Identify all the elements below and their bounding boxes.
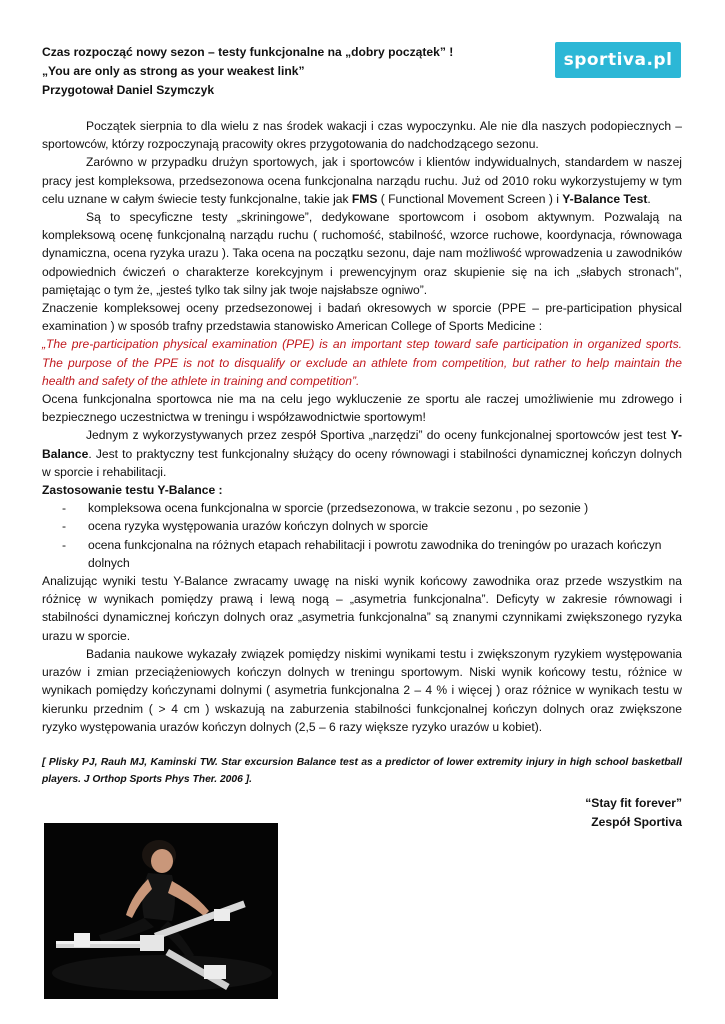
article-author: Przygotował Daniel Szymczyk [42,83,215,97]
acsm-quote: „The pre-participation physical examination (PPE) is an important step toward safe participation in organized sports. The purpose of the PPE is not to disqualify or exclude an athlete from competition, but rather to help maintain the health and safety of the athlete in training and competition”. [42,337,682,388]
motto: “Stay fit forever” [585,795,682,810]
list-item [42,536,682,572]
list-item [42,499,682,517]
list-item-text: kompleksowa ocena funkcjonalna w sporcie (przedsezonowa, w trakcie sezonu , po sezonie ) [88,501,589,516]
paragraph-ppe: Znaczenie kompleksowej oceny przedsezonowej i badań okresowych w sporcie (PPE – pre-participation physical examination ) w sposób trafny przedstawia stanowisko American College of Sports Medicine : [42,301,682,334]
reference: [ Plisky PJ, Rauh MJ, Kaminski TW. Star excursion Balance test as a predictor of lower extremity injury in high school basketball players. J Orthop Sports Phys Ther. 2006 ]. [42,756,682,785]
fms-label: FMS [351,191,378,206]
article-title: Czas rozpocząć nowy sezon – testy funkcjonalne na „dobry początek” ! [42,45,454,59]
paragraph-analysis: Analizując wyniki testu Y-Balance zwracamy uwagę na niski wynik końcowy zawodnika oraz przede wszystkim na różnicę w wynikach pomiędzy prawą i lewą nogą – „asymetria funkcjonalna”. Deficyty w zakresie równowagi i stabilności dynamicznej kończyn dolnych oraz „asymetria funkcjonalna” są znanymi czynnikami zwiększonego ryzyka urazu w sporcie. [42,574,682,643]
paragraph-standard-text: Zarówno w przypadku drużyn sportowych, jak i sportowców i klientów indywidualnych, standardem w naszej pracy jest kompleksowa, przedsezonowa ocena funkcjonalna narządu ruchu. Już od 2010 roku wykorzystujemy w tym celu uznane w całym świecie testy funkcjonalne, takie jak [42,155,682,206]
paragraph-standard [42,153,682,208]
section-title: Zastosowanie testu Y-Balance : [42,483,223,498]
article [42,43,682,832]
athlete-icon [44,823,278,999]
ybalance-label: Y-Balance [42,428,682,461]
paragraph-ybalance-text: Jednym z wykorzystywanych przez zespół Sportiva „narzędzi” do oceny funkcjonalnej sportowców jest test [86,428,671,443]
paragraph-standard-end: . [647,191,651,206]
list-item-text: ocena funkcjonalna na różnych etapach rehabilitacji i powrotu zawodnika do treningów po urazach kończyn dolnych [88,537,662,570]
paragraph-standard-text-2: ( Functional Movement Screen ) i [377,191,563,206]
list-marker: - [62,501,67,516]
list-item-text: ocena ryzyka występowania urazów kończyn dolnych w sporcie [88,519,429,534]
list-item [42,517,682,535]
logo-text: sportiva.pl [563,50,673,70]
list-marker: - [62,537,67,552]
paragraph-screening: Są to specyficzne testy „skriningowe”, dedykowane sportowcom i osobom aktywnym. Pozwalają na kompleksową ocenę funkcjonalną narządu ruchu ( ruchomość, stabilność, wzorce ruchowe, koordynacja, równowaga dynamiczna, ocena ryzyka urazu ). Taka ocena na początku sezonu, daje nam możliwość wprowadzenia u zawodników odpowiednich ćwiczeń o charakterze korekcyjnym i prewencyjnym oraz skupienie się na ich „słabych stronach”, pamiętając o tym że, „jesteś tylko tak silny jak twoje najsłabsze ogniwo”. [42,210,682,297]
y-balance-photo [44,823,278,999]
paragraph-ybalance-text-2: . Jest to praktyczny test funkcjonalny służący do oceny równowagi i stabilności dynamicznej kończyn dolnych w sporcie i rehabilitacji. [42,446,682,479]
team-name: Zespół Sportiva [591,814,682,829]
paragraph-intro: Początek sierpnia to dla wielu z nas środek wakacji i czas wypoczynku. Ale nie dla naszych podopiecznych – sportowców, którzy rozpoczynają pracowity okres przygotowania do nadchodzącego sezonu. [42,119,682,152]
paragraph-ybalance [42,426,682,481]
ybalance-test-label: Y-Balance Test [562,191,648,206]
application-list [42,499,682,572]
paragraph-assessment: Ocena funkcjonalna sportowca nie ma na celu jego wykluczenie ze sportu ale raczej umożliwienie mu zdrowego i bezpiecznego uczestnictwa w treningu i współzawodnictwie sportowym! [42,392,682,425]
paragraph-research: Badania naukowe wykazały związek pomiędzy niskimi wynikami testu i zwiększonym ryzykiem występowania urazów i zmian przeciążeniowych kończyn dolnych w treningu sportowym. Niski wynik końcowy testu, różnice w wynikach pomiędzy kończynami dolnymi ( asymetria funkcjonalna 2 – 4 % i więcej ) oraz różnice w wynikach testu w kierunku przednim ( > 4 cm ) wskazują na zaburzenia stabilności funkcjonalnej kończyn dolnych oraz zwiększone ryzyko występowania urazów kończyn dolnych (2,5 – 6 razy większe ryzyko urazów u kobiet). [42,646,682,734]
article-subtitle: „You are only as strong as your weakest link” [42,64,305,78]
list-marker: - [62,519,67,534]
